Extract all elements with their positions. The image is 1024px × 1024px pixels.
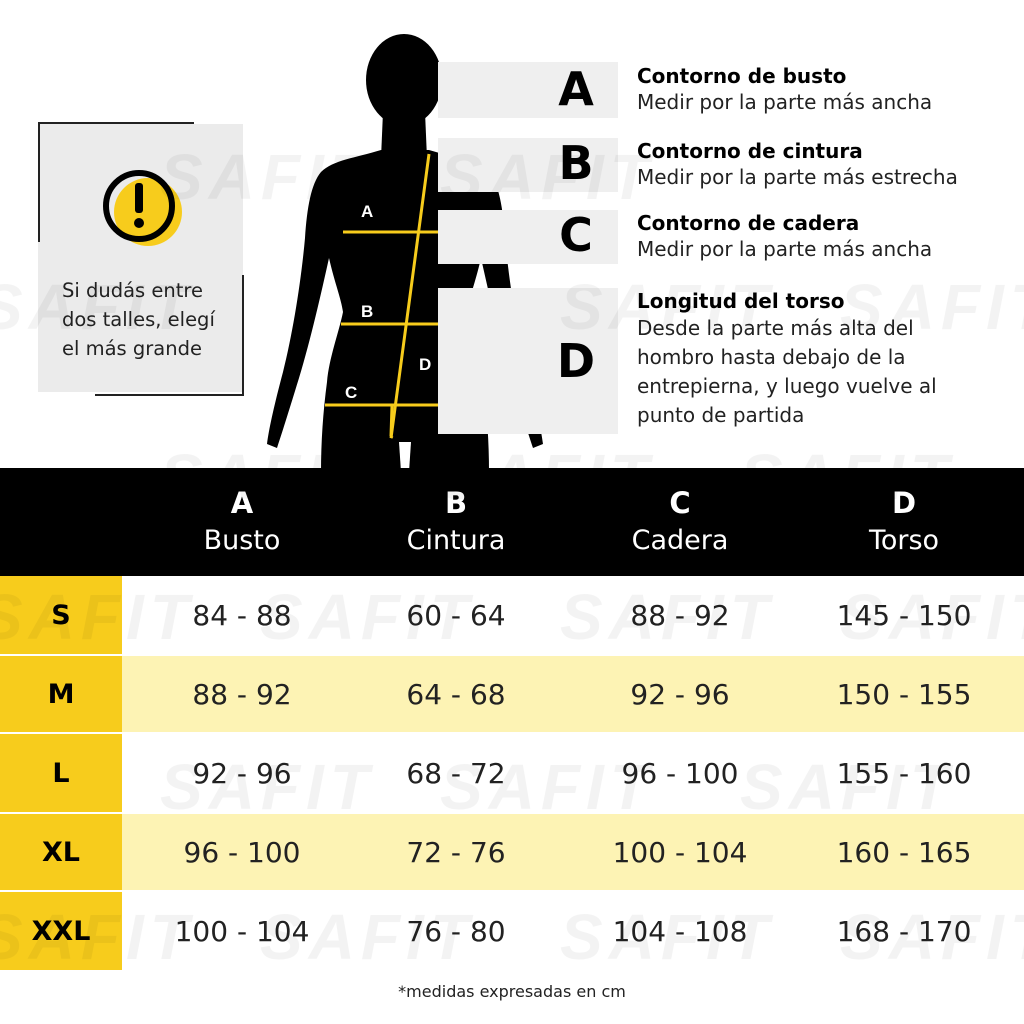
- legend-title-c: Contorno de cadera: [637, 211, 860, 235]
- table-cell: 72 - 76: [406, 835, 506, 869]
- legend-letter-c: C: [559, 208, 593, 262]
- legend-letter-a: A: [558, 62, 594, 116]
- size-label: L: [0, 734, 122, 812]
- column-header-torso: [794, 468, 1014, 559]
- table-cell: 168 - 170: [836, 914, 972, 948]
- legend-letter-d: D: [556, 334, 596, 388]
- table-cell: 104 - 108: [612, 914, 748, 948]
- table-cell: 64 - 68: [406, 677, 506, 711]
- figure-label-d: D: [419, 355, 432, 374]
- table-cell: 88 - 92: [192, 677, 292, 711]
- table-cell: 92 - 96: [630, 677, 730, 711]
- table-cell: 92 - 96: [192, 756, 292, 790]
- table-row-l: [0, 734, 1024, 812]
- column-letter: D: [891, 486, 917, 520]
- figure-label-c: C: [345, 383, 358, 402]
- column-letter: C: [669, 486, 691, 520]
- legend-title-d: Longitud del torso: [637, 289, 845, 313]
- table-cell: 160 - 165: [836, 835, 972, 869]
- table-cell: 96 - 100: [183, 835, 301, 869]
- table-cell: 145 - 150: [836, 598, 972, 632]
- column-letter: A: [230, 486, 254, 520]
- table-cell: 84 - 88: [192, 598, 292, 632]
- table-row-xxl: [0, 892, 1024, 970]
- legend-desc-a: Medir por la parte más ancha: [637, 90, 933, 114]
- figure-label-b: B: [361, 302, 374, 321]
- table-cell: 88 - 92: [630, 598, 730, 632]
- column-letter: B: [444, 486, 468, 520]
- table-cell: 68 - 72: [406, 756, 506, 790]
- column-header-busto: [132, 468, 352, 559]
- table-cell: 150 - 155: [836, 677, 972, 711]
- legend-title-b: Contorno de cintura: [637, 139, 863, 163]
- table-row-s: [0, 576, 1024, 654]
- table-cell: 76 - 80: [406, 914, 506, 948]
- exclamation-circle-icon: [94, 168, 190, 248]
- table-cell: 60 - 64: [406, 598, 506, 632]
- table-row-xl: [0, 814, 1024, 890]
- legend-title-a: Contorno de busto: [637, 64, 847, 88]
- column-name: Cintura: [406, 525, 506, 556]
- size-label: S: [0, 576, 122, 654]
- figure-label-a: A: [361, 202, 374, 221]
- footnote: *medidas expresadas en cm: [398, 982, 626, 1001]
- legend-letter-b: B: [558, 136, 594, 190]
- table-row-m: [0, 656, 1024, 732]
- table-cell: 155 - 160: [836, 756, 972, 790]
- column-header-cadera: [570, 468, 790, 559]
- tip-text: Si dudás entre dos talles, elegí el más grande: [62, 279, 215, 360]
- table-cell: 100 - 104: [612, 835, 748, 869]
- column-header-cintura: [346, 468, 566, 559]
- legend-desc-b: Medir por la parte más estrecha: [637, 165, 958, 189]
- legend-desc-d: Desde la parte más alta del hombro hasta debajo de la entrepierna, y luego vuelve al punto de partida: [637, 316, 937, 427]
- table-cell: 100 - 104: [174, 914, 310, 948]
- legend-desc-c: Medir por la parte más ancha: [637, 237, 933, 261]
- column-name: Cadera: [631, 525, 729, 556]
- size-label: XL: [0, 814, 122, 890]
- size-label: M: [0, 656, 122, 732]
- size-label: XXL: [0, 892, 122, 970]
- table-header: [0, 468, 1024, 576]
- column-name: Busto: [203, 525, 281, 556]
- column-name: Torso: [868, 525, 940, 556]
- table-cell: 96 - 100: [621, 756, 739, 790]
